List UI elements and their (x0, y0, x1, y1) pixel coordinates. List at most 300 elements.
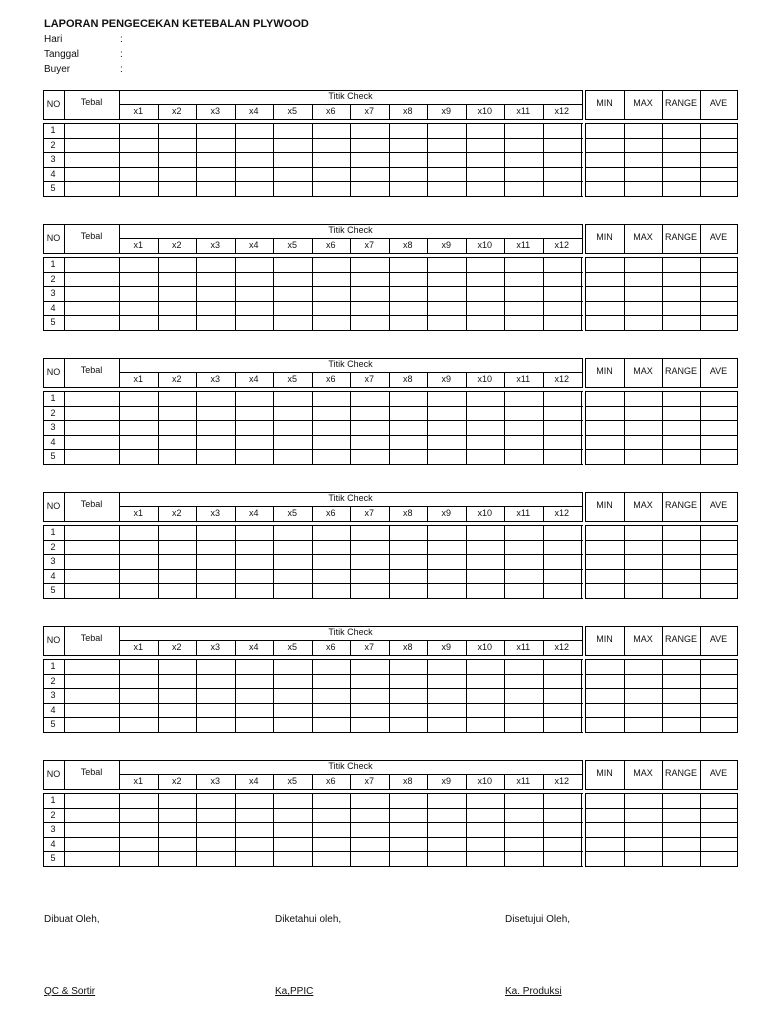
grid-line (427, 391, 428, 464)
grid-line (585, 659, 586, 732)
grid-line (273, 391, 274, 464)
sig-name-produksi: Ka. Produksi (505, 986, 562, 997)
grid-line (737, 626, 738, 656)
point-header: x12 (554, 776, 569, 786)
titik-check-header: Titik Check (328, 627, 373, 637)
point-header: x7 (364, 776, 374, 786)
grid-line (235, 659, 236, 732)
grid-line (427, 525, 428, 598)
no-header: NO (46, 635, 61, 645)
point-header: x8 (402, 776, 413, 786)
grid-line (312, 257, 313, 330)
grid-line (43, 464, 583, 465)
stat-header: MAX (633, 634, 653, 644)
grid-line (43, 866, 583, 867)
point-header: x8 (402, 374, 413, 384)
grid-line (582, 224, 583, 254)
grid-line (235, 123, 236, 196)
point-header: x5 (287, 776, 297, 786)
grid-line (543, 659, 544, 732)
grid-line (662, 525, 663, 598)
grid-line (158, 257, 159, 330)
check-table (43, 626, 737, 738)
grid-line (585, 598, 738, 599)
grid-line (119, 123, 120, 196)
row-number: 1 (50, 527, 56, 537)
stat-header: MAX (633, 366, 653, 376)
grid-line (43, 717, 583, 718)
grid-line (543, 525, 544, 598)
grid-line (389, 391, 390, 464)
point-header: x11 (516, 106, 531, 116)
grid-line (585, 464, 738, 465)
info-colon: : (120, 49, 123, 60)
point-header: x4 (248, 374, 259, 384)
point-header: x3 (210, 776, 220, 786)
stat-header: RANGE (664, 232, 697, 242)
point-header: x1 (133, 374, 143, 384)
grid-line (43, 655, 582, 656)
titik-check-header: Titik Check (328, 761, 373, 771)
point-header: x10 (477, 642, 492, 652)
grid-line (43, 253, 582, 254)
point-header: x11 (516, 374, 531, 384)
tebal-header: Tebal (80, 365, 103, 375)
row-number: 3 (50, 288, 56, 299)
grid-line (350, 793, 351, 866)
point-header: x1 (133, 508, 143, 518)
grid-line (585, 253, 737, 254)
grid-line (43, 406, 583, 407)
grid-line (737, 90, 738, 120)
point-header: x2 (171, 642, 182, 652)
grid-line (700, 793, 701, 866)
titik-check-header: Titik Check (328, 91, 373, 101)
grid-line (312, 525, 313, 598)
point-header: x5 (287, 508, 297, 518)
table-body (43, 123, 737, 202)
grid-line (43, 789, 582, 790)
grid-line (543, 123, 544, 196)
grid-line (585, 224, 737, 225)
table-header (43, 358, 737, 388)
grid-line (196, 659, 197, 732)
grid-line (466, 391, 467, 464)
stat-header: MIN (596, 232, 613, 242)
stat-header: MAX (633, 500, 653, 510)
grid-line (737, 492, 738, 522)
grid-line (504, 257, 505, 330)
grid-line (196, 525, 197, 598)
grid-line (737, 793, 738, 866)
grid-line (585, 789, 737, 790)
point-header: x9 (441, 642, 451, 652)
row-number: 2 (50, 407, 56, 418)
grid-line (43, 391, 583, 392)
row-number: 3 (50, 556, 56, 567)
row-number: 3 (50, 824, 56, 835)
point-header: x5 (287, 240, 297, 250)
grid-line (737, 224, 738, 254)
grid-line (43, 822, 583, 823)
grid-line (43, 837, 583, 838)
grid-line (235, 793, 236, 866)
info-colon: : (120, 34, 123, 45)
point-header: x3 (210, 106, 220, 116)
grid-line (196, 391, 197, 464)
grid-line (350, 123, 351, 196)
grid-line (700, 391, 701, 464)
stat-header: MAX (633, 98, 653, 108)
table-header (43, 224, 737, 254)
grid-line (43, 435, 583, 436)
grid-line (43, 272, 583, 273)
point-header: x12 (554, 106, 569, 116)
sig-name-ppic: Ka,PPIC (275, 986, 314, 997)
point-header: x7 (364, 508, 374, 518)
point-header: x9 (441, 776, 451, 786)
table-header (43, 492, 737, 522)
grid-line (312, 123, 313, 196)
grid-line (43, 152, 583, 153)
stat-header: RANGE (664, 768, 697, 778)
point-header: x6 (325, 106, 336, 116)
point-header: x11 (516, 776, 531, 786)
grid-line (389, 123, 390, 196)
grid-line (43, 286, 583, 287)
point-header: x12 (554, 240, 569, 250)
stat-header: RANGE (664, 634, 697, 644)
point-header: x7 (364, 642, 374, 652)
grid-line (700, 257, 701, 330)
grid-line (662, 793, 663, 866)
sig-name-qc: QC & Sortir (44, 986, 96, 997)
point-header: x11 (516, 508, 531, 518)
grid-line (273, 659, 274, 732)
table-header (43, 90, 737, 120)
grid-line (585, 387, 737, 388)
row-number: 4 (50, 570, 56, 581)
point-header: x6 (325, 374, 336, 384)
grid-line (43, 688, 583, 689)
row-number: 2 (50, 541, 56, 552)
grid-line (64, 391, 65, 464)
point-header: x6 (325, 508, 336, 518)
grid-line (585, 257, 586, 330)
tebal-header: Tebal (80, 97, 103, 107)
table-header (43, 760, 737, 790)
point-header: x4 (248, 106, 259, 116)
check-table (43, 358, 737, 470)
grid-line (585, 525, 586, 598)
grid-line (43, 301, 583, 302)
grid-line (158, 793, 159, 866)
grid-line (581, 257, 582, 330)
grid-line (43, 138, 583, 139)
tebal-header: Tebal (80, 499, 103, 509)
stat-header: AVE (709, 634, 728, 644)
grid-line (585, 330, 738, 331)
grid-line (581, 525, 582, 598)
grid-line (43, 167, 583, 168)
grid-line (662, 257, 663, 330)
grid-line (312, 793, 313, 866)
point-header: x3 (210, 642, 220, 652)
grid-line (43, 315, 583, 316)
no-header: NO (46, 233, 61, 243)
grid-line (427, 257, 428, 330)
grid-line (662, 659, 663, 732)
table-body (43, 659, 737, 738)
row-number: 5 (50, 183, 56, 194)
grid-line (43, 659, 583, 660)
row-number: 5 (50, 719, 56, 730)
grid-line (581, 659, 582, 732)
grid-line (43, 732, 583, 733)
stat-header: MIN (596, 768, 613, 778)
stat-header: MIN (596, 366, 613, 376)
row-number: 1 (50, 661, 56, 671)
grid-line (119, 391, 120, 464)
grid-line (624, 257, 625, 330)
grid-line (585, 90, 737, 91)
row-number: 3 (50, 690, 56, 701)
point-header: x9 (441, 240, 451, 250)
point-header: x8 (402, 240, 413, 250)
titik-check-header: Titik Check (328, 493, 373, 503)
grid-line (43, 674, 583, 675)
point-header: x4 (248, 240, 259, 250)
grid-line (43, 420, 583, 421)
row-number: 1 (50, 795, 56, 805)
grid-line (389, 257, 390, 330)
point-header: x6 (325, 240, 336, 250)
grid-line (504, 659, 505, 732)
sig-role-produksi: Disetujui Oleh, (505, 914, 571, 925)
grid-line (158, 659, 159, 732)
row-number: 4 (50, 436, 56, 447)
point-header: x4 (248, 642, 259, 652)
grid-line (581, 123, 582, 196)
grid-line (235, 391, 236, 464)
grid-line (43, 123, 583, 124)
stat-header: RANGE (664, 366, 697, 376)
stat-header: AVE (709, 98, 728, 108)
table-header (43, 626, 737, 656)
info-label: Buyer (44, 64, 71, 75)
point-header: x1 (133, 776, 143, 786)
grid-line (624, 391, 625, 464)
stat-header: MIN (596, 98, 613, 108)
grid-line (581, 391, 582, 464)
info-label: Tanggal (44, 49, 80, 60)
stat-header: MIN (596, 634, 613, 644)
point-header: x10 (477, 508, 492, 518)
point-header: x9 (441, 374, 451, 384)
point-header: x12 (554, 642, 569, 652)
row-number: 2 (50, 675, 56, 686)
row-number: 4 (50, 838, 56, 849)
grid-line (737, 659, 738, 732)
grid-line (119, 793, 120, 866)
grid-line (624, 793, 625, 866)
grid-line (389, 525, 390, 598)
grid-line (235, 525, 236, 598)
grid-line (585, 655, 737, 656)
tebal-header: Tebal (80, 231, 103, 241)
grid-line (43, 793, 583, 794)
point-header: x5 (287, 374, 297, 384)
row-number: 4 (50, 302, 56, 313)
point-header: x10 (477, 106, 492, 116)
grid-line (466, 257, 467, 330)
point-header: x3 (210, 508, 220, 518)
grid-line (389, 793, 390, 866)
titik-check-header: Titik Check (328, 359, 373, 369)
grid-line (585, 492, 737, 493)
row-number: 5 (50, 317, 56, 328)
grid-line (585, 358, 737, 359)
grid-line (585, 760, 737, 761)
grid-line (119, 257, 120, 330)
no-header: NO (46, 501, 61, 511)
check-table (43, 760, 737, 872)
no-header: NO (46, 99, 61, 109)
grid-line (585, 119, 737, 120)
grid-line (273, 123, 274, 196)
grid-line (624, 123, 625, 196)
tebal-header: Tebal (80, 767, 103, 777)
stat-header: AVE (709, 232, 728, 242)
check-table (43, 90, 737, 202)
grid-line (312, 659, 313, 732)
grid-line (585, 196, 738, 197)
grid-line (196, 257, 197, 330)
grid-line (43, 598, 583, 599)
grid-line (273, 793, 274, 866)
grid-line (700, 659, 701, 732)
stat-header: AVE (709, 366, 728, 376)
point-header: x12 (554, 374, 569, 384)
grid-line (466, 793, 467, 866)
grid-line (43, 387, 582, 388)
titik-check-header: Titik Check (328, 225, 373, 235)
grid-line (624, 659, 625, 732)
point-header: x4 (248, 776, 259, 786)
row-number: 2 (50, 273, 56, 284)
grid-line (64, 257, 65, 330)
grid-line (543, 793, 544, 866)
grid-line (196, 123, 197, 196)
point-header: x5 (287, 642, 297, 652)
grid-line (582, 760, 583, 790)
grid-line (737, 391, 738, 464)
grid-line (624, 525, 625, 598)
point-header: x10 (477, 240, 492, 250)
stat-header: AVE (709, 768, 728, 778)
tebal-header: Tebal (80, 633, 103, 643)
grid-line (700, 123, 701, 196)
grid-line (585, 866, 738, 867)
grid-line (737, 257, 738, 330)
point-header: x1 (133, 642, 143, 652)
grid-line (43, 554, 583, 555)
stat-header: RANGE (664, 500, 697, 510)
grid-line (43, 521, 582, 522)
grid-line (273, 525, 274, 598)
point-header: x7 (364, 106, 374, 116)
grid-line (43, 583, 583, 584)
table-body (43, 793, 737, 872)
point-header: x8 (402, 106, 413, 116)
grid-line (43, 569, 583, 570)
grid-line (504, 391, 505, 464)
row-number: 1 (50, 125, 56, 135)
point-header: x1 (133, 106, 143, 116)
grid-line (585, 123, 586, 196)
grid-line (43, 808, 583, 809)
stat-header: MAX (633, 768, 653, 778)
no-header: NO (46, 367, 61, 377)
info-colon: : (120, 64, 123, 75)
row-number: 4 (50, 168, 56, 179)
grid-line (43, 851, 583, 852)
grid-line (582, 626, 583, 656)
grid-line (543, 257, 544, 330)
point-header: x2 (171, 106, 182, 116)
grid-line (585, 732, 738, 733)
point-header: x3 (210, 240, 220, 250)
grid-line (43, 525, 583, 526)
grid-line (582, 492, 583, 522)
row-number: 5 (50, 451, 56, 462)
point-header: x2 (171, 508, 182, 518)
sig-role-qc: Dibuat Oleh, (44, 914, 100, 925)
grid-line (273, 257, 274, 330)
point-header: x11 (516, 240, 531, 250)
grid-line (581, 793, 582, 866)
grid-line (466, 123, 467, 196)
grid-line (737, 358, 738, 388)
grid-line (43, 119, 582, 120)
table-body (43, 525, 737, 604)
grid-line (119, 659, 120, 732)
grid-line (504, 525, 505, 598)
grid-line (43, 181, 583, 182)
point-header: x2 (171, 374, 182, 384)
table-body (43, 391, 737, 470)
point-header: x7 (364, 374, 374, 384)
grid-line (64, 793, 65, 866)
grid-line (43, 196, 583, 197)
grid-line (312, 391, 313, 464)
grid-line (43, 257, 583, 258)
grid-line (158, 123, 159, 196)
row-number: 3 (50, 154, 56, 165)
grid-line (662, 391, 663, 464)
grid-line (504, 793, 505, 866)
check-table (43, 224, 737, 336)
grid-line (737, 525, 738, 598)
grid-line (43, 703, 583, 704)
grid-line (585, 521, 737, 522)
grid-line (43, 449, 583, 450)
grid-line (427, 659, 428, 732)
row-number: 1 (50, 393, 56, 403)
grid-line (662, 123, 663, 196)
grid-line (196, 793, 197, 866)
point-header: x6 (325, 642, 336, 652)
